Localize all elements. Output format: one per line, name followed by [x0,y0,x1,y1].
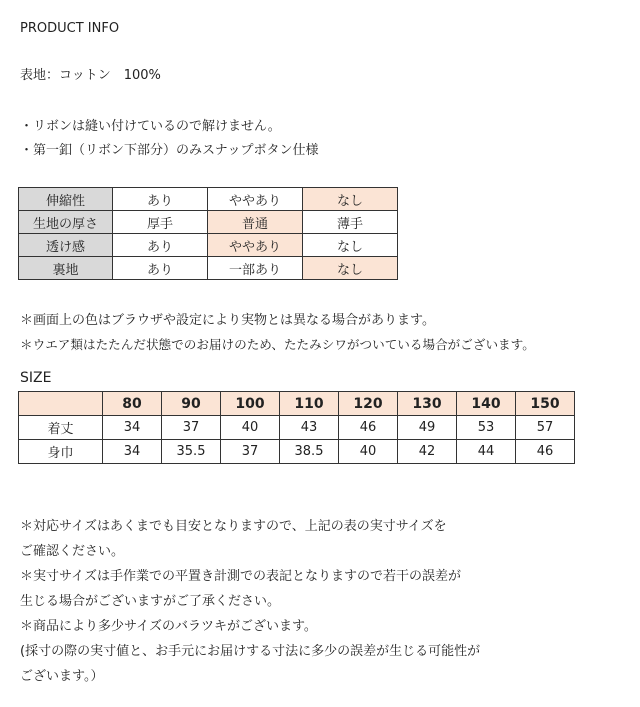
size-cell: 43 [280,416,339,440]
size-header-cell: 110 [280,392,339,416]
material-text: 表地：コットン 100% [20,68,161,83]
size-header-cell: 120 [339,392,398,416]
note-ribbon: ・リボンは縫い付けているので解けません。 [20,119,281,134]
attribute-label: 伸縮性 [19,188,113,211]
size-header-cell: 90 [162,392,221,416]
product-info-header: PRODUCT INFO [20,21,120,36]
size-header-cell: 100 [221,392,280,416]
size-cell: 57 [516,416,575,440]
attribute-option: あり [113,188,208,211]
footer-note-line-2: ご確認ください。 [20,544,125,559]
size-cell: 37 [162,416,221,440]
footer-note-line-7: ございます。） [20,669,104,684]
attribute-option: なし [303,188,398,211]
size-table [18,391,575,464]
size-cell: 37 [221,440,280,464]
size-cell: 49 [398,416,457,440]
size-cell: 53 [457,416,516,440]
note-snap-button: ・第一釦（リボン下部分）のみスナップボタン仕様 [20,143,319,158]
size-cell: 44 [457,440,516,464]
attribute-option: なし [303,257,398,280]
attribute-option: ややあり [208,234,303,257]
attribute-label: 透け感 [19,234,113,257]
footer-note-line-1: ＊対応サイズはあくまでも目安となりますので、上記の表の実寸サイズを [20,519,447,534]
size-cell: 38.5 [280,440,339,464]
attribute-row [19,188,398,211]
size-row-label: 着丈 [19,416,103,440]
footer-note-line-3: ＊実寸サイズは手作業での平置き計測での表記となりますので若干の誤差が [20,569,461,584]
attribute-option: 普通 [208,211,303,234]
attribute-row [19,257,398,280]
size-cell: 46 [339,416,398,440]
size-header-cell: 150 [516,392,575,416]
size-header-row [19,392,575,416]
size-cell: 40 [221,416,280,440]
size-cell: 34 [103,440,162,464]
attribute-option: あり [113,257,208,280]
size-cell: 42 [398,440,457,464]
size-cell: 46 [516,440,575,464]
size-title: SIZE [20,370,52,386]
size-cell: 34 [103,416,162,440]
disclaimer-wrinkle: ＊ウエア類はたたんだ状態でのお届けのため、たたみシワがついている場合がございます。 [20,337,535,352]
attribute-table [18,187,398,280]
size-row [19,440,575,464]
footer-note-line-4: 生じる場合がございますがご了承ください。 [20,594,281,609]
disclaimer-color: ＊画面上の色はブラウザや設定により実物とは異なる場合があります。 [20,313,435,328]
attribute-label: 生地の厚さ [19,211,113,234]
attribute-row [19,234,398,257]
size-row [19,416,575,440]
size-header-cell: 140 [457,392,516,416]
attribute-option: 一部あり [208,257,303,280]
attribute-option: 薄手 [303,211,398,234]
size-header-cell: 130 [398,392,457,416]
attribute-option: あり [113,234,208,257]
size-cell: 35.5 [162,440,221,464]
size-row-label: 身巾 [19,440,103,464]
attribute-option: ややあり [208,188,303,211]
attribute-row [19,211,398,234]
size-header-cell: 80 [103,392,162,416]
size-header-cell [19,392,103,416]
footer-note-line-5: ＊商品により多少サイズのバラツキがございます。 [20,619,317,634]
attribute-option: 厚手 [113,211,208,234]
attribute-label: 裏地 [19,257,113,280]
attribute-option: なし [303,234,398,257]
size-cell: 40 [339,440,398,464]
footer-note-line-6: (採寸の際の実寸値と、お手元にお届けする寸法に多少の誤差が生じる可能性が [20,644,481,659]
